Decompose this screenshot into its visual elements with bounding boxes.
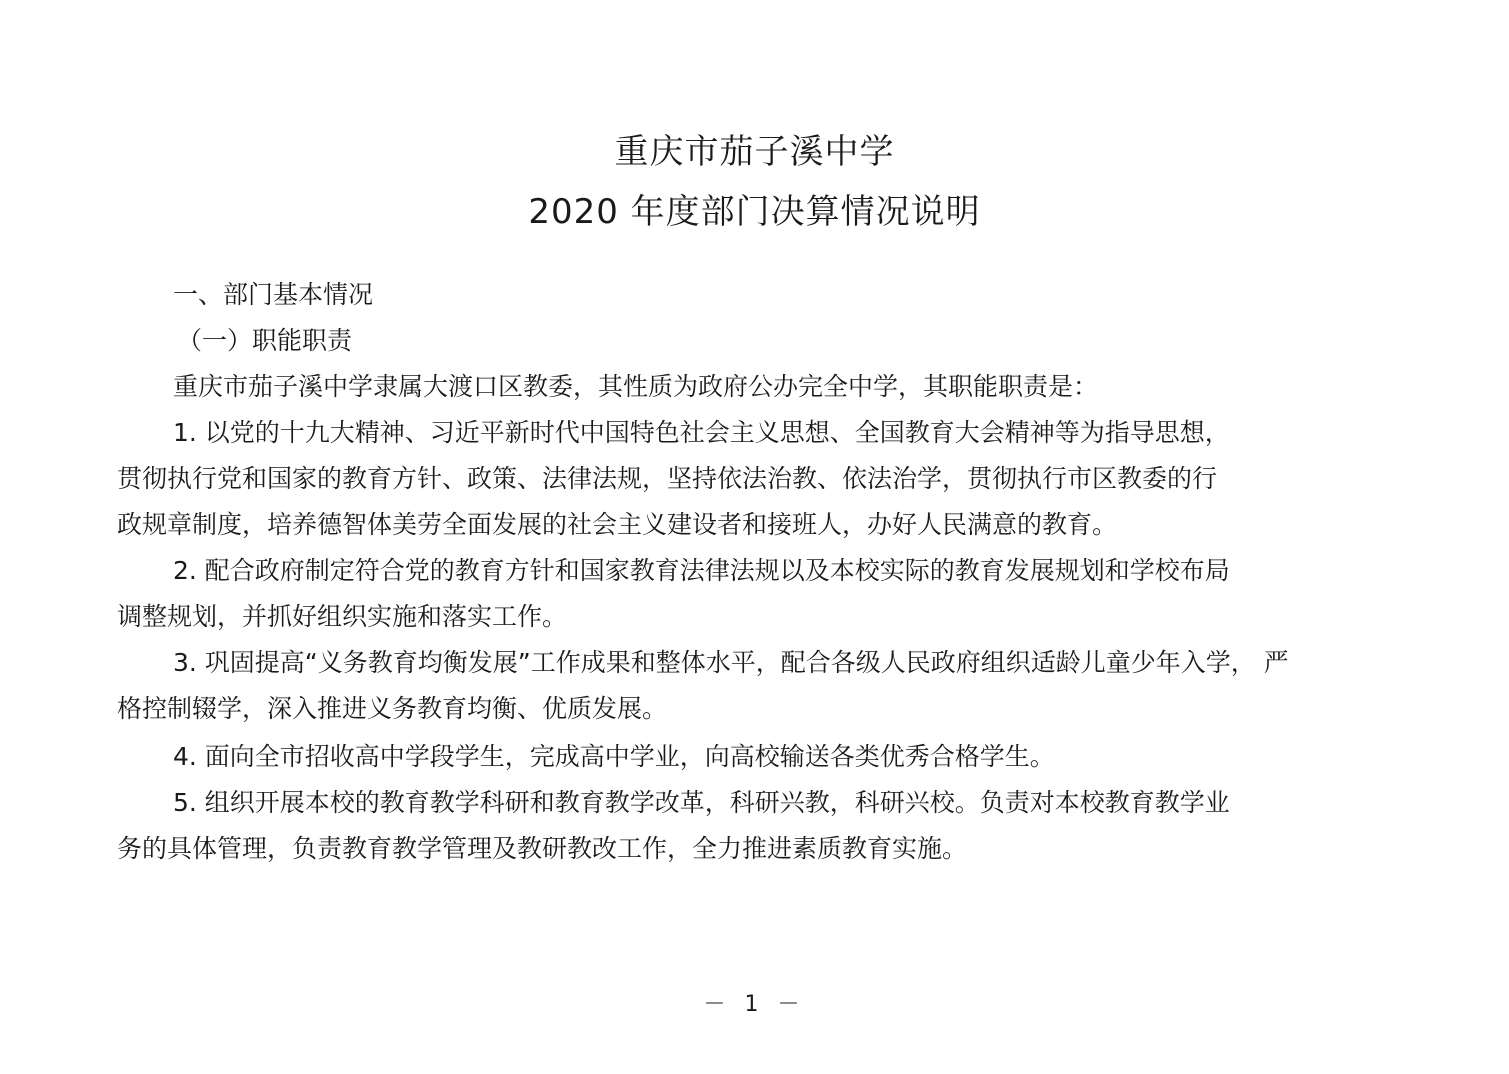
paragraph-line: 3. 巩固提高“义务教育均衡发展”工作成果和整体水平，配合各级人民政府组织适龄儿童少年入学， 严 <box>173 648 1289 677</box>
paragraph-line: 贯彻执行党和国家的教育方针、政策、法律法规，坚持依法治教、依法治学，贯彻执行市区教委的行 <box>117 464 1218 493</box>
document-body <box>117 272 1392 872</box>
section-heading: 一、部门基本情况 <box>173 280 374 309</box>
list-item <box>117 734 1392 780</box>
intro-paragraph: 重庆市茄子溪中学隶属大渡口区教委，其性质为政府公办完全中学，其职能职责是： <box>173 372 1099 401</box>
paragraph-line: 1. 以党的十九大精神、习近平新时代中国特色社会主义思想、全国教育大会精神等为指导思想， <box>173 418 1230 447</box>
document-title: 重庆市茄子溪中学 <box>614 132 895 172</box>
paragraph-line: 调整规划，并抓好组织实施和落实工作。 <box>117 602 568 631</box>
subsection-heading: （一）职能职责 <box>177 326 353 355</box>
paragraph-line: 务的具体管理，负责教育教学管理及教研教改工作，全力推进素质教育实施。 <box>117 834 968 863</box>
paragraph-line: 格控制辍学，深入推进义务教育均衡、优质发展。 <box>117 694 668 723</box>
paragraph-line: 2. 配合政府制定符合党的教育方针和国家教育法律法规以及本校实际的教育发展规划和学校布局 <box>173 556 1230 585</box>
list-item <box>117 548 1392 640</box>
list-item <box>117 640 1392 732</box>
list-item <box>117 410 1392 548</box>
paragraph-line: 4. 面向全市招收高中学段学生，完成高中学业，向高校输送各类优秀合格学生。 <box>173 742 1055 771</box>
list-item <box>117 780 1392 872</box>
page-number: － 1 － <box>703 992 806 1017</box>
paragraph-line: 5. 组织开展本校的教育教学科研和教育教学改革，科研兴教，科研兴校。负责对本校教育教学业 <box>173 788 1230 817</box>
paragraph-line: 政规章制度，培养德智体美劳全面发展的社会主义建设者和接班人，办好人民满意的教育。 <box>117 510 1118 539</box>
document-subtitle: 2020 年度部门决算情况说明 <box>528 192 981 232</box>
